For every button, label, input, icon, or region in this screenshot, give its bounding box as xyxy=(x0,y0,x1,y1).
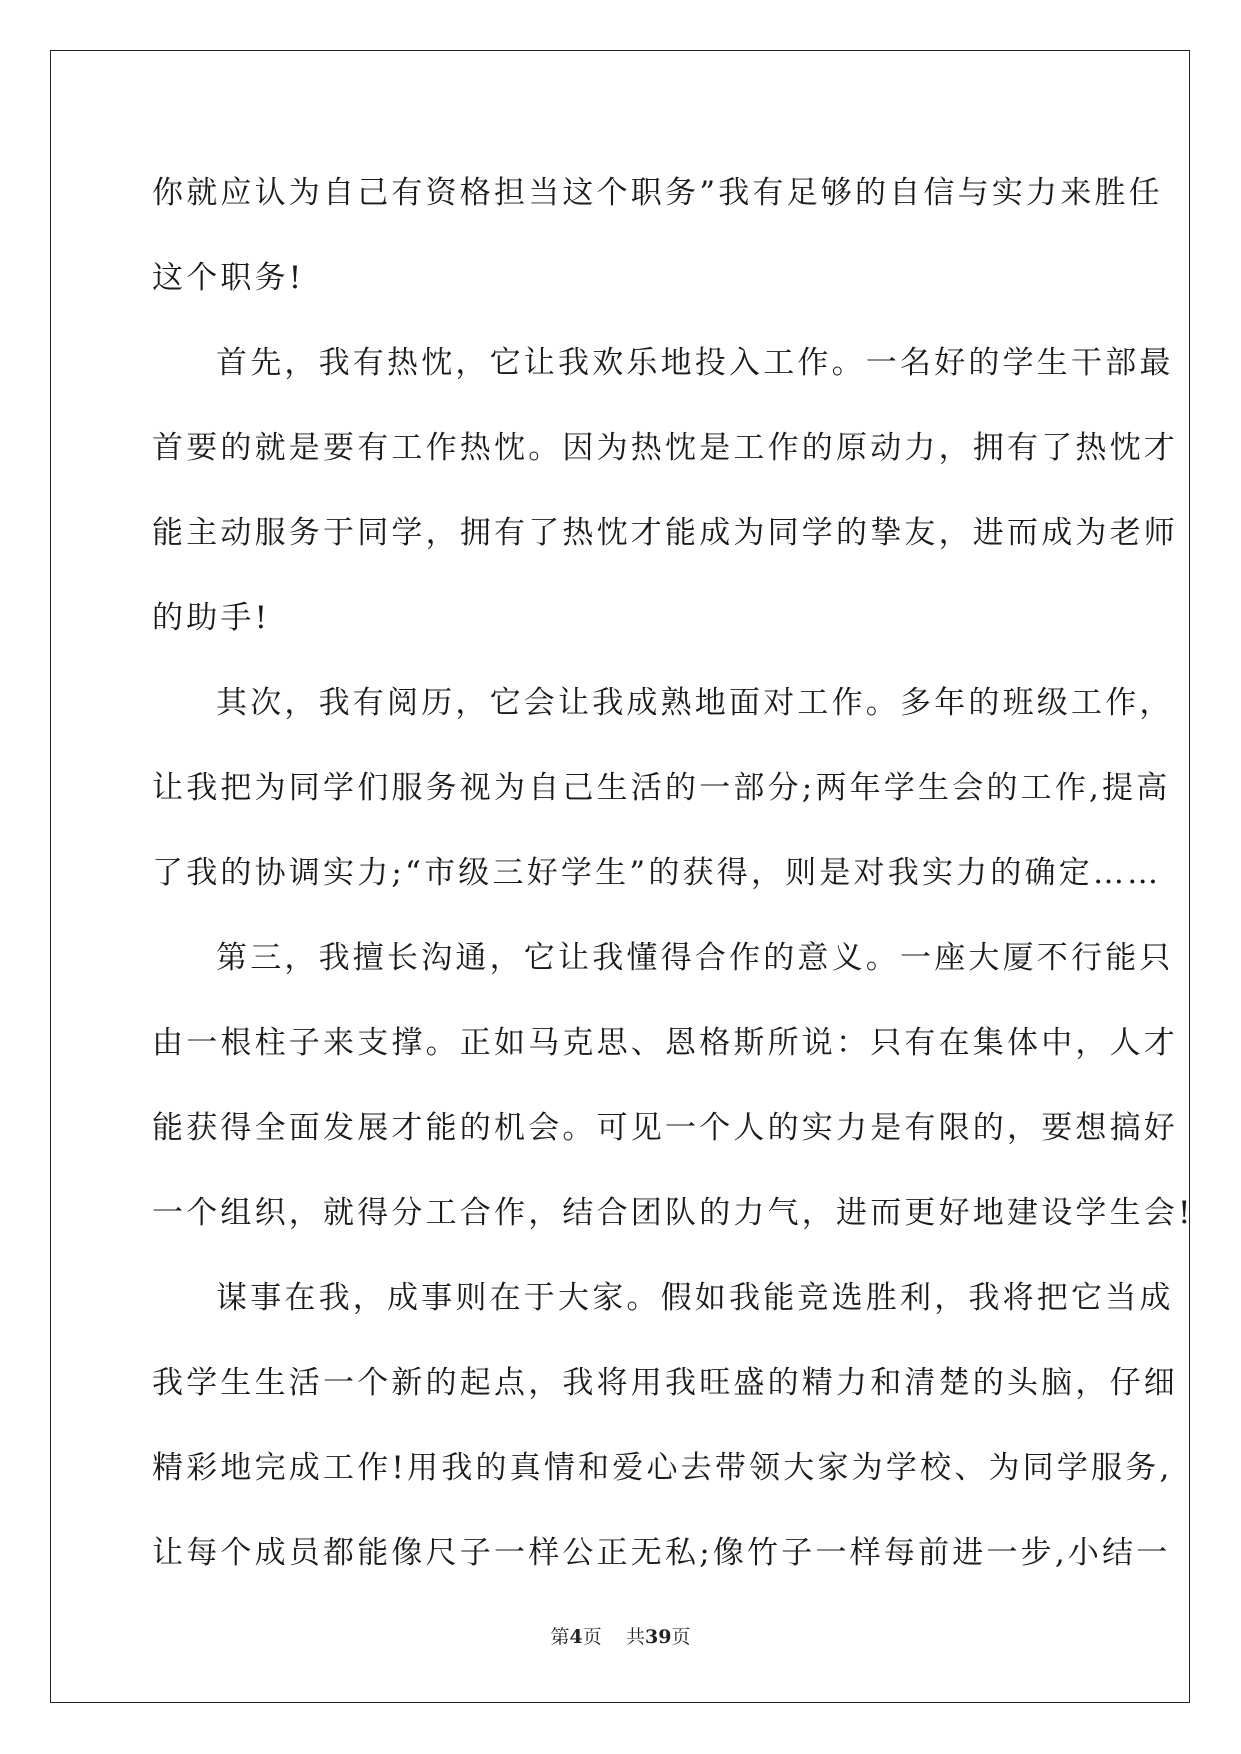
paragraph xyxy=(152,675,1174,930)
paragraph xyxy=(152,335,1178,675)
paragraph xyxy=(152,165,1163,335)
text-line: 第三，我擅长沟通，它让我懂得合作的意义。一座大厦不行能只 xyxy=(216,940,1174,976)
text-line: 其次，我有阅历，它会让我成熟地面对工作。多年的班级工作， xyxy=(216,685,1174,721)
document-body xyxy=(152,165,1194,1610)
page-footer xyxy=(0,1622,1241,1649)
text-line: 能主动服务于同学，拥有了热忱才能成为同学的挚友，进而成为老师 xyxy=(152,515,1178,551)
text-line: 让每个成员都能像尺子一样公正无私;像竹子一样每前进一步,小结一 xyxy=(152,1535,1171,1571)
text-line: 首先，我有热忱，它让我欢乐地投入工作。一名好的学生干部最 xyxy=(216,345,1174,381)
text-line: 一个组织，就得分工合作，结合团队的力气，进而更好地建设学生会! xyxy=(152,1195,1194,1231)
paragraph xyxy=(152,930,1194,1270)
text-line: 我学生生活一个新的起点，我将用我旺盛的精力和清楚的头脑，仔细 xyxy=(152,1365,1178,1401)
text-line: 的助手! xyxy=(152,600,271,636)
text-line: 这个职务! xyxy=(152,260,305,296)
text-line: 首要的就是要有工作热忱。因为热忱是工作的原动力，拥有了热忱才 xyxy=(152,430,1178,466)
text-line: 谋事在我，成事则在于大家。假如我能竞选胜利，我将把它当成 xyxy=(216,1280,1174,1316)
paragraph xyxy=(152,1270,1178,1610)
page-suffix: 页 xyxy=(582,1626,602,1648)
total-pages: 39 xyxy=(644,1626,672,1648)
text-line: 了我的协调实力;“市级三好学生”的获得，则是对我实力的确定…… xyxy=(152,855,1162,891)
text-line: 精彩地完成工作!用我的真情和爱心去带领大家为学校、为同学服务, xyxy=(152,1450,1173,1486)
total-suffix: 页 xyxy=(671,1626,691,1648)
text-line: 由一根柱子来支撑。正如马克思、恩格斯所说：只有在集体中，人才 xyxy=(152,1025,1178,1061)
page-prefix: 第 xyxy=(550,1626,570,1648)
page-number: 4 xyxy=(569,1626,583,1648)
total-prefix: 共 xyxy=(625,1626,645,1648)
text-line: 你就应认为自己有资格担当这个职务”我有足够的自信与实力来胜任 xyxy=(152,175,1163,211)
text-line: 让我把为同学们服务视为自己生活的一部分;两年学生会的工作,提高 xyxy=(152,770,1171,806)
text-line: 能获得全面发展才能的机会。可见一个人的实力是有限的，要想搞好 xyxy=(152,1110,1178,1146)
